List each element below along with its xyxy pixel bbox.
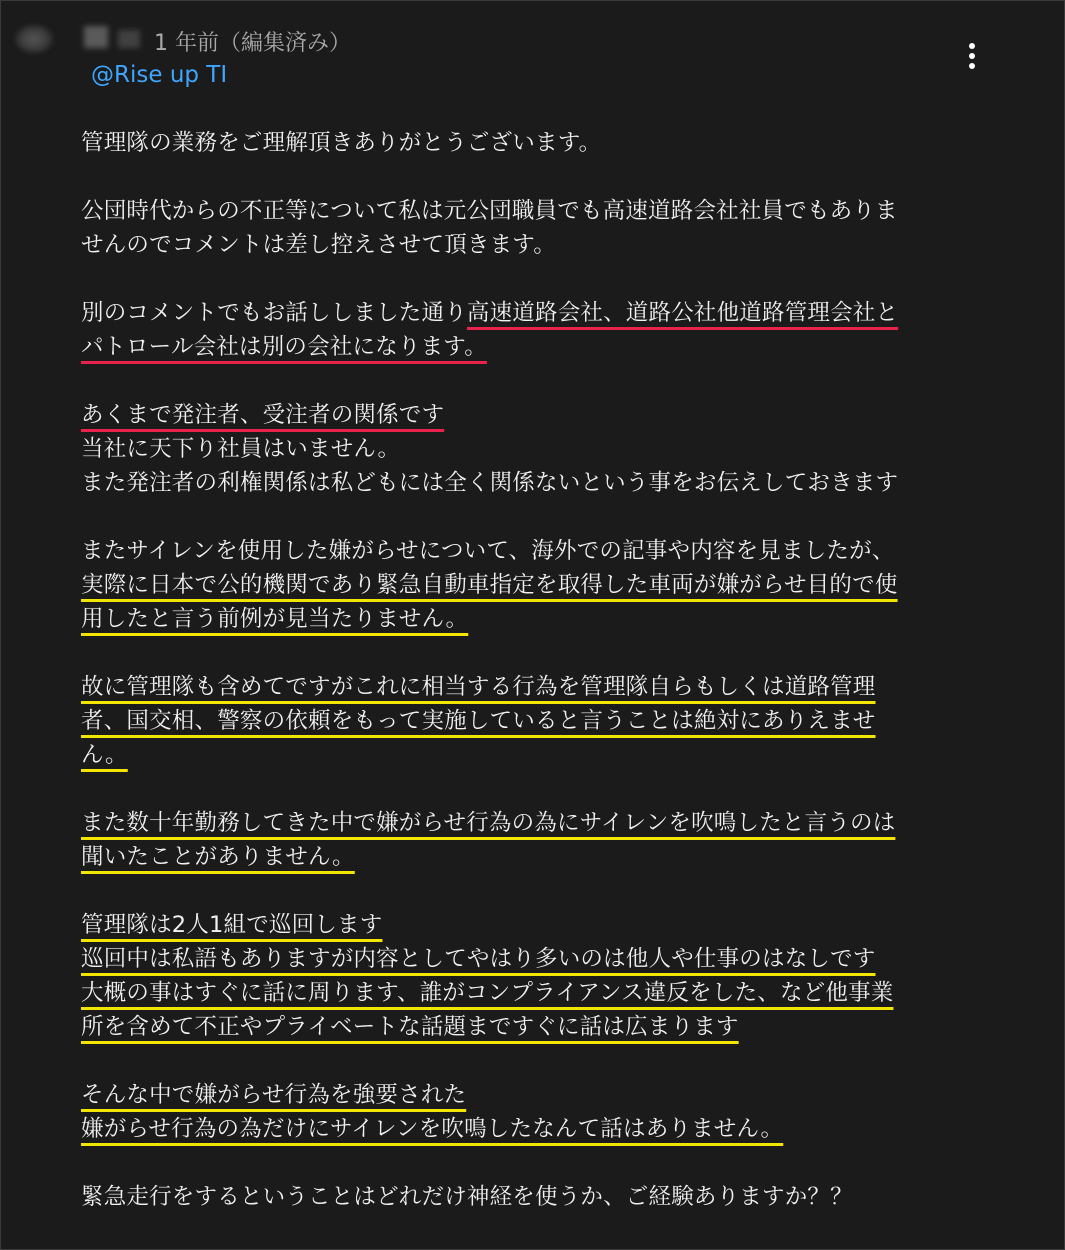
paragraph-gap	[81, 364, 961, 398]
highlighted-text-yellow: 用したと言う前例が見当たりません。	[81, 606, 469, 632]
paragraph-gap	[81, 1044, 961, 1078]
menu-dot	[969, 43, 975, 49]
highlighted-text-red: あくまで発注者、受注者の関係です	[81, 402, 445, 428]
comment-line	[81, 330, 961, 364]
comment-line	[81, 296, 961, 330]
comment-line	[81, 1112, 961, 1146]
paragraph-gap	[81, 636, 961, 670]
more-vertical-icon[interactable]	[954, 38, 990, 74]
highlighted-text-yellow: そんな中で嫌がらせ行為を強要された	[81, 1082, 467, 1108]
mention-link[interactable]: @Rise up TI	[91, 62, 228, 88]
comment-line	[81, 738, 961, 772]
comment-line: 公団時代からの不正等について私は元公団職員でも高速道路会社社員でもありま	[81, 198, 898, 224]
paragraph-gap	[81, 1146, 961, 1180]
comment-line: せんのでコメントは差し控えさせて頂きます。	[81, 232, 556, 258]
comment-line	[81, 840, 961, 874]
highlighted-text-yellow: ん。	[81, 742, 128, 768]
highlighted-text-red: パトロール会社は別の会社になります。	[81, 334, 487, 360]
comment-timestamp[interactable]: 1 年前（編集済み）	[154, 31, 351, 56]
highlighted-text-red: 高速道路会社、道路公社他道路管理会社と	[466, 300, 899, 326]
paragraph-gap	[81, 772, 961, 806]
comment-text: 別のコメントでもお話ししました通り	[81, 300, 467, 326]
comment-line	[81, 568, 961, 602]
highlighted-text-yellow: 聞いたことがありません。	[81, 844, 355, 870]
comment-line	[81, 1078, 961, 1112]
comment-line	[81, 942, 961, 976]
menu-dot	[969, 53, 975, 59]
highlighted-text-yellow: 故に管理隊も含めてですがこれに相当する行為を管理隊自らもしくは道路管理	[81, 674, 876, 700]
highlighted-text-yellow: 者、国交相、警察の依頼をもって実施していると言うことは絶対にありえませ	[81, 708, 876, 734]
author-blur-block	[118, 30, 140, 48]
comment-line: またサイレンを使用した嫌がらせについて、海外での記事や内容を見ましたが、	[81, 538, 895, 564]
author-name-blurred[interactable]	[84, 24, 146, 50]
highlighted-text-yellow: 大概の事はすぐに話に周ります、誰がコンプライアンス違反をした、など他事業	[81, 980, 894, 1006]
comment-line: 管理隊の業務をご理解頂きありがとうございます。	[81, 130, 602, 156]
highlighted-text-yellow: 実際に日本で公的機関であり緊急自動車指定を取得した車両が嫌がらせ目的で使	[81, 572, 898, 598]
comment-body	[81, 126, 961, 1214]
paragraph-gap	[81, 874, 961, 908]
highlighted-text-yellow: 嫌がらせ行為の為だけにサイレンを吹鳴したなんて話はありません。	[81, 1116, 784, 1142]
highlighted-text-yellow: 巡回中は私語もありますが内容としてやはり多いのは他人や仕事のはなしです	[81, 946, 876, 972]
paragraph-gap	[81, 160, 961, 194]
comment-line: 緊急走行をするということはどれだけ神経を使うか、ご経験ありますか？？	[81, 1184, 853, 1210]
comment-line	[81, 670, 961, 704]
comment-line	[81, 602, 961, 636]
comment-line	[81, 398, 961, 432]
comment-line: また発注者の利権関係は私どもには全く関係ないという事をお伝えしておきます	[81, 470, 899, 496]
comment-line	[81, 908, 961, 942]
paragraph-gap	[81, 500, 961, 534]
menu-dot	[969, 63, 975, 69]
comment-line	[81, 976, 961, 1010]
author-blur-block	[84, 26, 108, 48]
highlighted-text-yellow: また数十年勤務してきた中で嫌がらせ行為の為にサイレンを吹鳴したと言うのは	[81, 810, 896, 836]
avatar[interactable]	[14, 24, 54, 54]
highlighted-text-yellow: 管理隊は2人1組で巡回します	[81, 912, 383, 938]
paragraph-gap	[81, 262, 961, 296]
highlighted-text-yellow: 所を含めて不正やプライベートな話題まですぐに話は広まります	[81, 1014, 739, 1040]
comment-line	[81, 806, 961, 840]
comment-line: 当社に天下り社員はいません。	[81, 436, 401, 462]
comment-line	[81, 1010, 961, 1044]
comment-line	[81, 704, 961, 738]
